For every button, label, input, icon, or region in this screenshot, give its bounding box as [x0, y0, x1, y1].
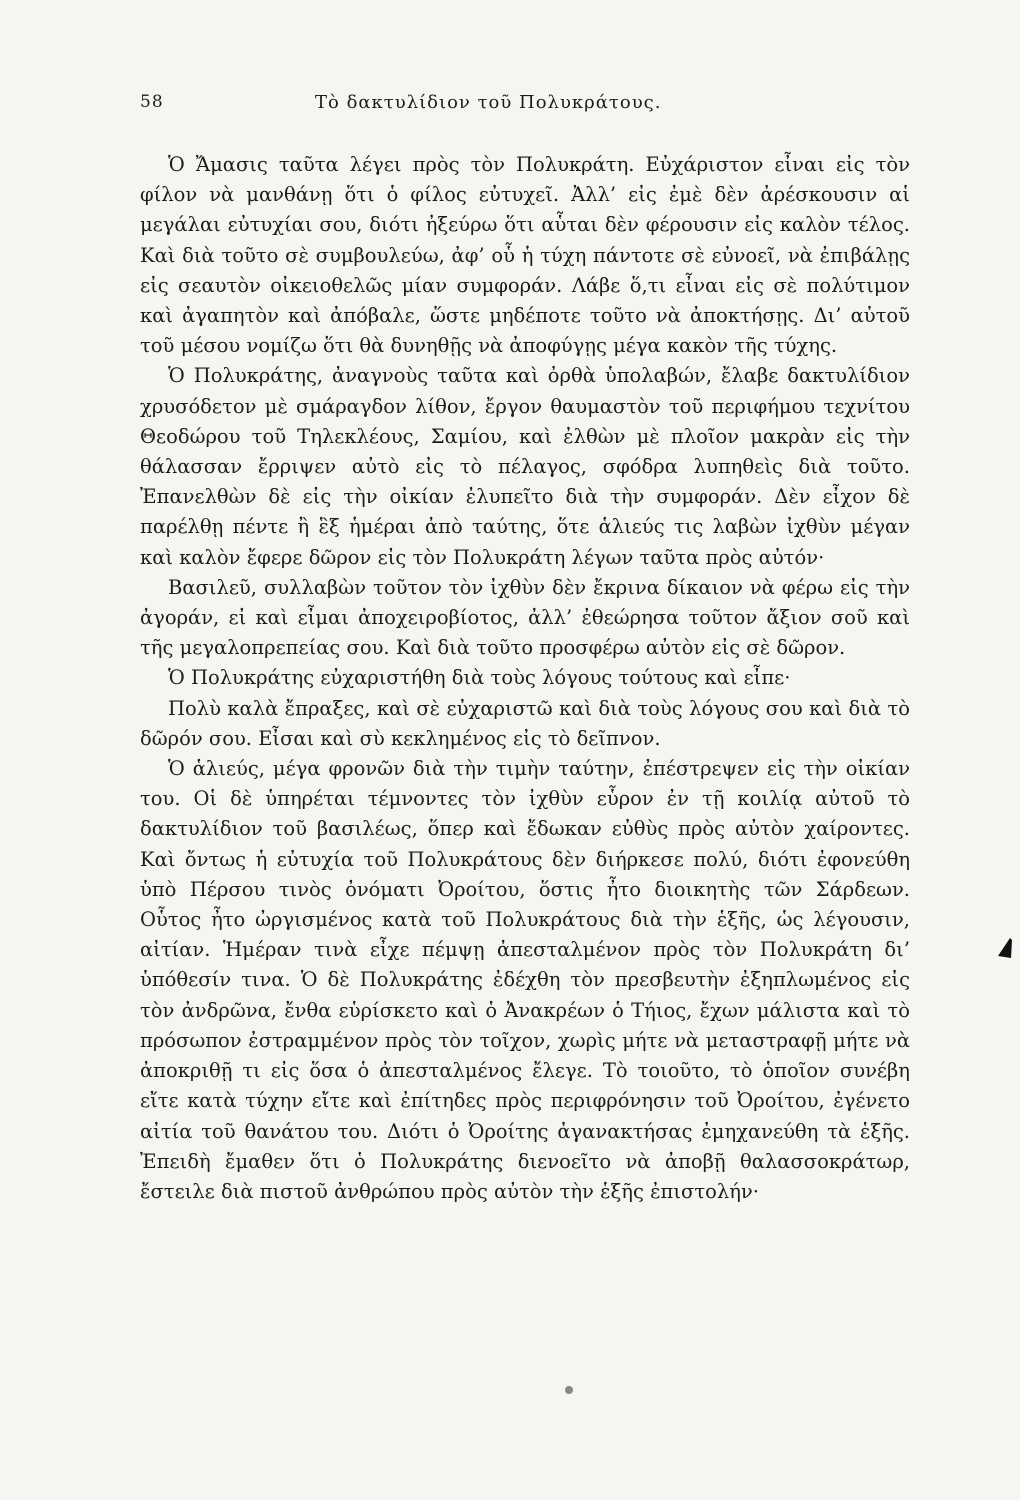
- paragraph-3: Βασιλεῦ, συλλαβὼν τοῦτον τὸν ἰχθὺν δὲν ἔκρινα δίκαιον νὰ φέρω εἰς τὴν ἀγοράν, εἰ καὶ εἶμαι ἀποχειροβίοτος, ἀλλ’ ἐθεώρησα τοῦτον ἄξιον σοῦ καὶ τῆς μεγαλοπρεπείας σου. Καὶ διὰ τοῦτο προσφέρω αὐτὸν εἰς σὲ δῶρον.: [140, 575, 910, 660]
- paragraph-6: Ὁ ἁλιεύς, μέγα φρονῶν διὰ τὴν τιμὴν ταύτην, ἐπέστρεψεν εἰς τὴν οἰκίαν του. Οἱ δὲ ὑπηρέται τέμνοντες τὸν ἰχθὺν εὗρον ἐν τῇ κοιλίᾳ αὐτοῦ τὸ δακτυλίδιον τοῦ βασιλέως, ὅπερ καὶ ἔδωκαν εὐθὺς πρὸς αὐτὸν χαίροντες. Καὶ ὄντως ἡ εὐτυχία τοῦ Πολυκράτους δὲν διήρκεσε πολύ, διότι ἐφονεύθη ὑπὸ Πέρσου τινὸς ὀνόματι Ὀροίτου, ὅστις ἦτο διοικητὴς τῶν Σάρδεων. Οὗτος ἦτο ὠργισμένος κατὰ τοῦ Πολυκράτους διὰ τὴν ἑξῆς, ὡς λέγουσιν, αἰτίαν. Ἡμέραν τινὰ εἶχε πέμψῃ ἀπεσταλμένον πρὸς τὸν Πολυκράτη δι’ ὑπόθεσίν τινα. Ὁ δὲ Πολυκράτης ἐδέχθη τὸν πρεσβευτὴν ἐξηπλωμένος εἰς τὸν ἀνδρῶνα, ἔνθα εὑρίσκετο καὶ ὁ Ἀνακρέων ὁ Τήιος, ἔχων μάλιστα καὶ τὸ πρόσωπον ἐστραμμένον πρὸς τὸν τοῖχον, χωρὶς μήτε νὰ μεταστραφῇ μήτε νὰ ἀποκριθῇ τι εἰς ὅσα ὁ ἀπεσταλμένος ἔλεγε. Τὸ τοιοῦτο, τὸ ὁποῖον συνέβη εἴτε κατὰ τύχην εἴτε καὶ ἐπίτηδες πρὸς περιφρόνησιν τοῦ Ὀροίτου, ἐγένετο αἰτία τοῦ θανάτου του. Διότι ὁ Ὀροίτης ἀγανακτήσας ἐμηχανεύθη τὰ ἑξῆς. Ἐπειδὴ ἔμαθεν ὅτι ὁ Πολυκράτης διενοεῖτο νὰ ἀποβῇ θαλασσοκράτωρ, ἔστειλε διὰ πιστοῦ ἀνθρώπου πρὸς αὐτὸν τὴν ἑξῆς ἐπιστολήν·: [140, 757, 910, 1203]
- page-number: 58: [140, 92, 164, 112]
- paragraph-1: Ὁ Ἄμασις ταῦτα λέγει πρὸς τὸν Πολυκράτη. Εὐχάριστον εἶναι εἰς τὸν φίλον νὰ μανθάνῃ ὅτι ὁ φίλος εὐτυχεῖ. Ἀλλ’ εἰς ἐμὲ δὲν ἀρέσκουσιν αἱ μεγάλαι εὐτυχίαι σου, διότι ἠξεύρω ὅτι αὗται δὲν φέρουσιν εἰς καλὸν τέλος. Καὶ διὰ τοῦτο σὲ συμβουλεύω, ἀφ’ οὗ ἡ τύχη πάντοτε σὲ εὐνοεῖ, νὰ ἐπιβάλῃς εἰς σεαυτὸν οἰκειοθελῶς μίαν συμφοράν. Λάβε ὅ,τι εἶναι εἰς σὲ πολύτιμον καὶ ἀγαπητὸν καὶ ἀπόβαλε, ὥστε μηδέποτε τοῦτο νὰ ἀποκτήσῃς. Δι’ αὐτοῦ τοῦ μέσου νομίζω ὅτι θὰ δυνηθῇς νὰ ἀποφύγῃς μέγα κακὸν τῆς τύχης.: [140, 153, 910, 358]
- page-header: [140, 92, 920, 122]
- ink-dot-mark: [565, 1386, 573, 1394]
- running-title: Τὸ δακτυλίδιον τοῦ Πολυκράτους.: [315, 92, 662, 113]
- paragraph-2: Ὁ Πολυκράτης, ἀναγνοὺς ταῦτα καὶ ὀρθὰ ὑπολαβών, ἔλαβε δακτυλίδιον χρυσόδετον μὲ σμάραγδον λίθον, ἔργον θαυμαστὸν τοῦ περιφήμου τεχνίτου Θεοδώρου τοῦ Τηλεκλέους, Σαμίου, καὶ ἐλθὼν μὲ πλοῖον μακρὰν εἰς τὴν θάλασσαν ἔρριψεν αὐτὸ εἰς τὸ πέλαγος, σφόδρα λυπηθεὶς διὰ τοῦτο. Ἐπανελθὼν δὲ εἰς τὴν οἰκίαν ἐλυπεῖτο διὰ τὴν συμφοράν. Δὲν εἶχον δὲ παρέλθῃ πέντε ἢ ἓξ ἡμέραι ἀπὸ ταύτης, ὅτε ἁλιεύς τις λαβὼν ἰχθὺν μέγαν καὶ καλὸν ἔφερε δῶρον εἰς τὸν Πολυκράτη λέγων ταῦτα πρὸς αὐτόν·: [140, 364, 910, 569]
- paragraph-5: Πολὺ καλὰ ἔπραξες, καὶ σὲ εὐχαριστῶ καὶ διὰ τοὺς λόγους σου καὶ διὰ τὸ δῶρόν σου. Εἶσαι καὶ σὺ κεκλημένος εἰς τὸ δεῖπνον.: [140, 696, 910, 750]
- ink-blot-mark: [996, 934, 1014, 960]
- paragraph-4: Ὁ Πολυκράτης εὐχαριστήθη διὰ τοὺς λόγους τούτους καὶ εἶπε·: [168, 666, 791, 690]
- body-text: [140, 150, 910, 1207]
